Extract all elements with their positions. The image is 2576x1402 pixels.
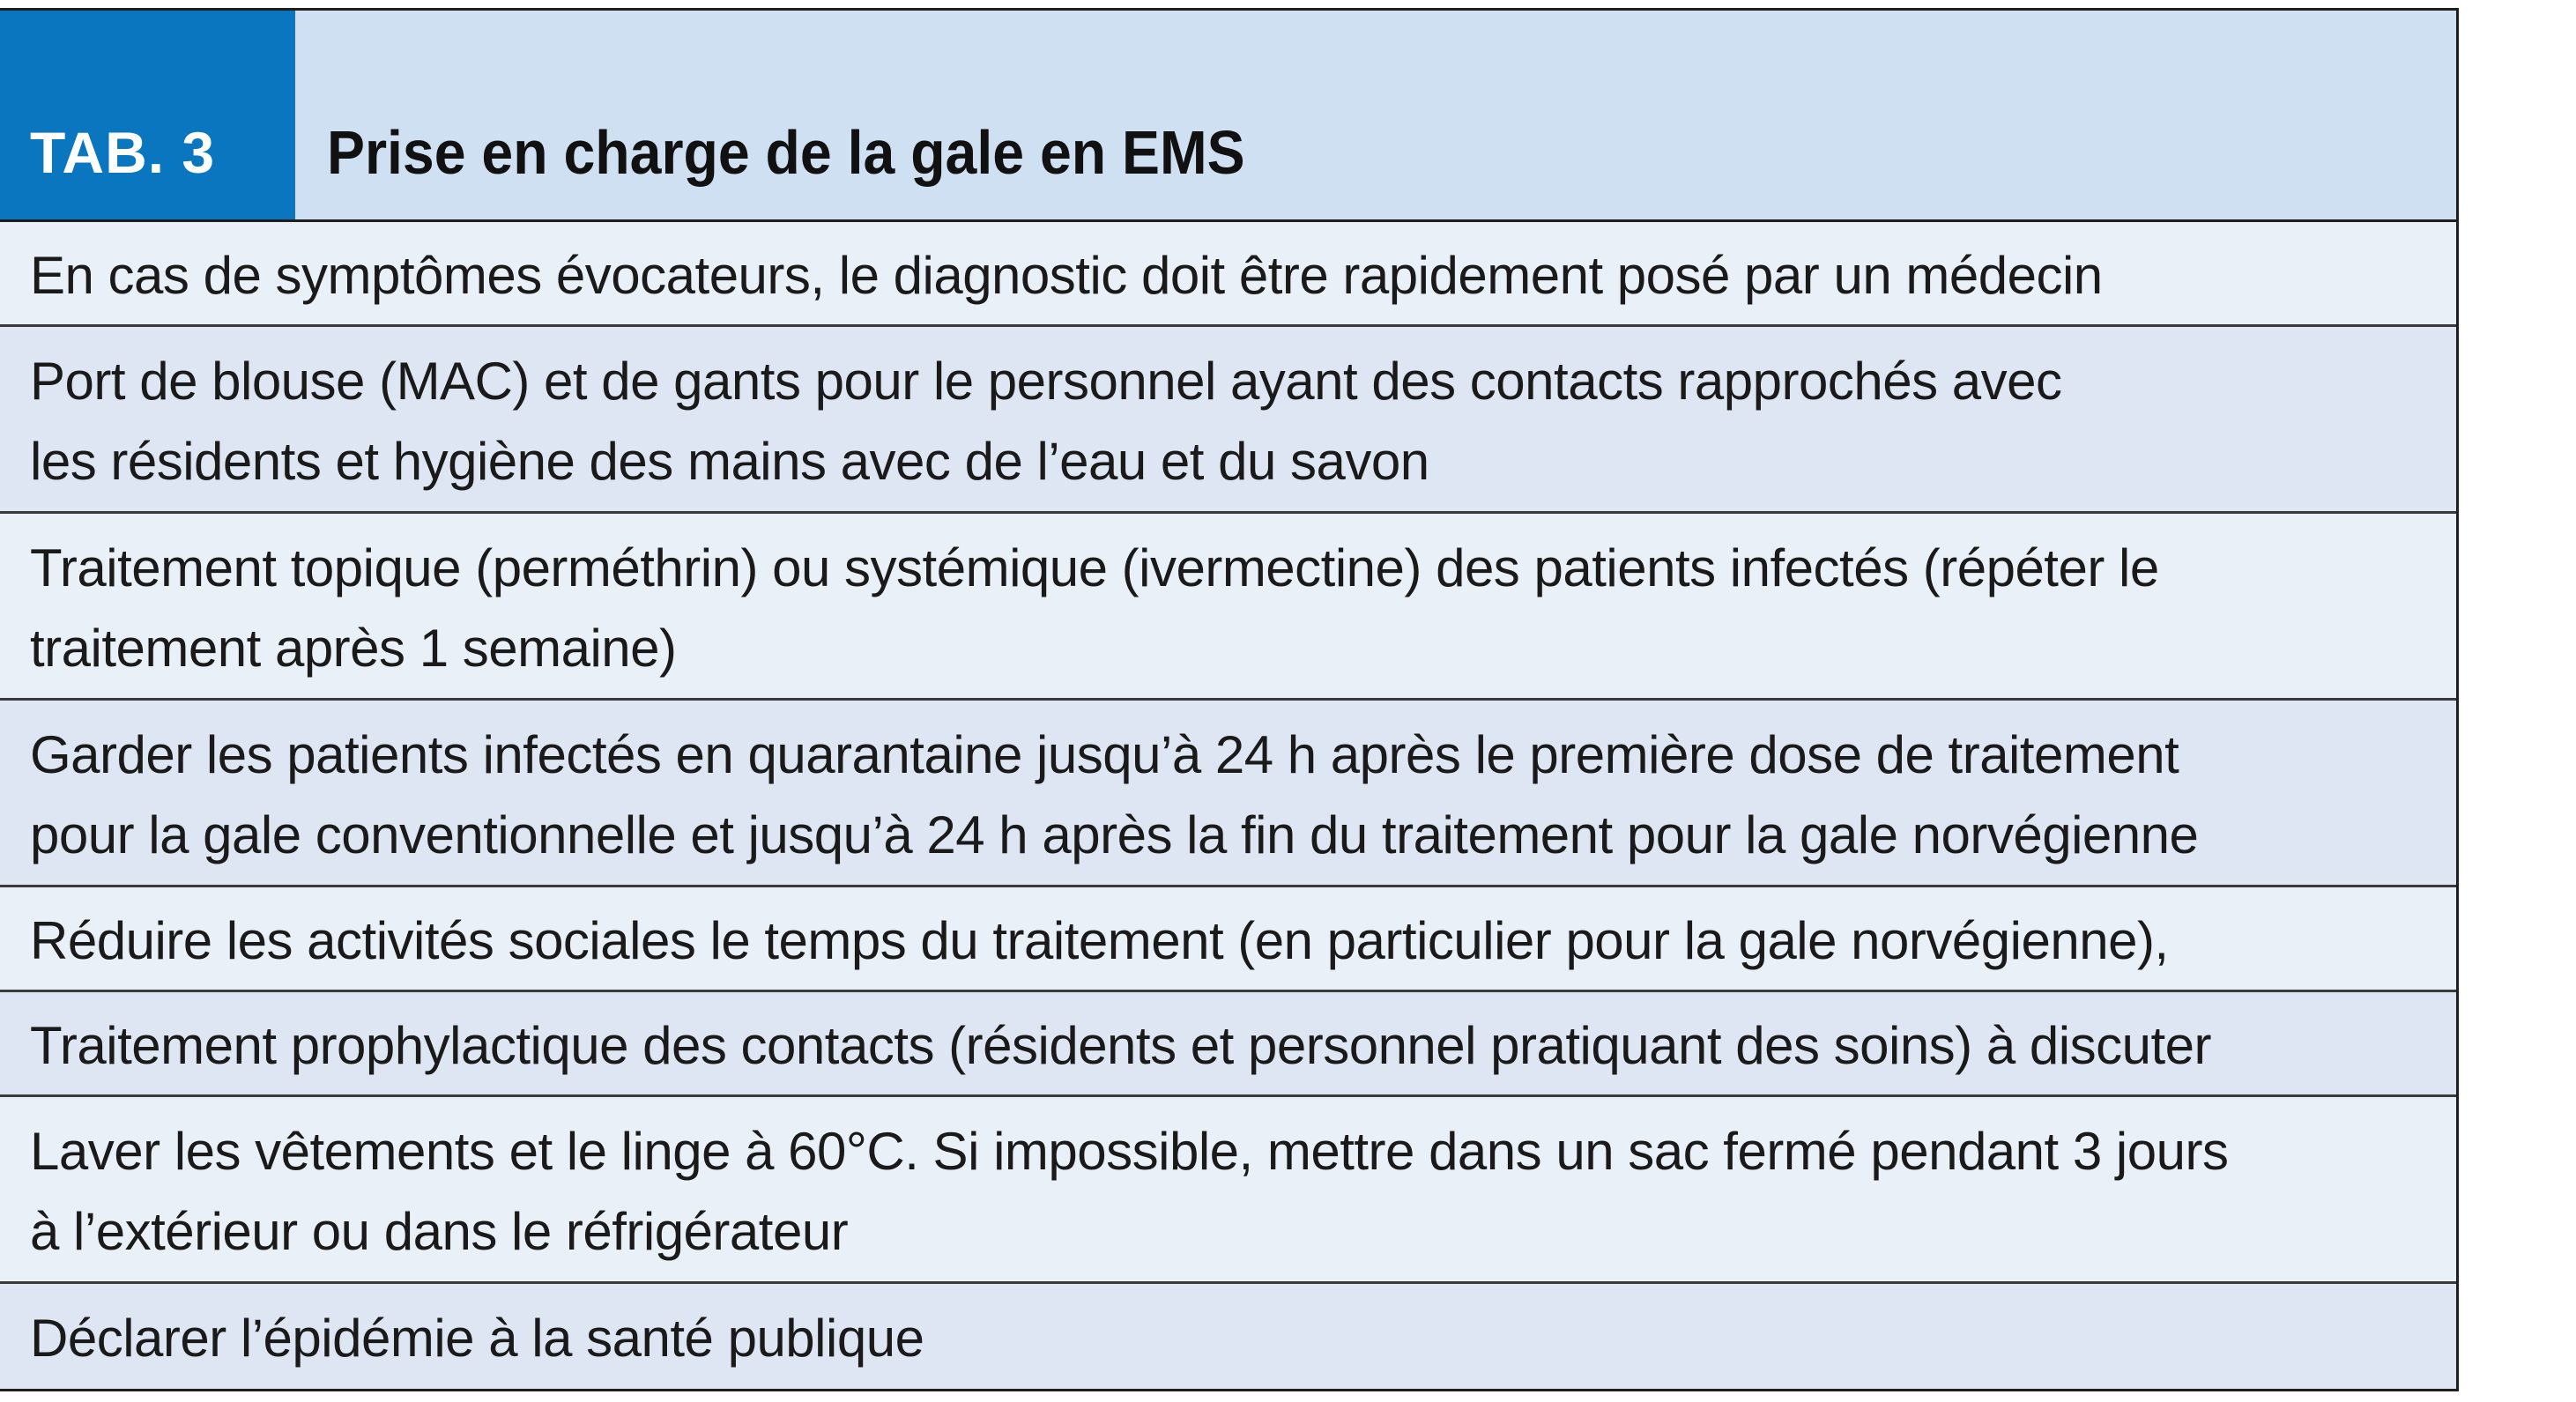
table-row xyxy=(0,1097,2456,1284)
table-row xyxy=(0,992,2456,1097)
table-row xyxy=(0,327,2456,514)
table-row xyxy=(0,222,2456,327)
table-row xyxy=(0,514,2456,701)
table-row xyxy=(0,701,2456,887)
table-title xyxy=(295,11,2456,219)
row-text: Port de blouse (MAC) et de gants pour le personnel ayant des contacts rapprochés avec les résidents et hygiène des mains avec de l’eau et du savon xyxy=(30,351,2062,491)
table-number-label: TAB. 3 xyxy=(0,11,295,219)
table-header xyxy=(0,11,2456,222)
table-row xyxy=(0,887,2456,992)
table-title-text: Prise en charge de la gale en EMS xyxy=(327,118,1245,187)
row-text: Laver les vêtements et le linge à 60°C. Si impossible, mettre dans un sac fermé pendant 3 jours à l’extérieur ou dans le réfrigérateur xyxy=(30,1121,2229,1261)
row-text: Traitement prophylactique des contacts (résidents et personnel pratiquant des soins) à discuter xyxy=(30,1015,2211,1075)
table-row xyxy=(0,1284,2456,1389)
row-text: Déclarer l’épidémie à la santé publique xyxy=(30,1309,924,1368)
row-text: En cas de symptômes évocateurs, le diagnostic doit être rapidement posé par un médecin xyxy=(30,245,2103,305)
scabies-management-table xyxy=(0,8,2459,1391)
row-text: Garder les patients infectés en quarantaine jusqu’à 24 h après le première dose de traitement pour la gale conventionnelle et jusqu’à 24 h après la fin du traitement pour la gale norvégienne xyxy=(30,724,2199,864)
row-text: Réduire les activités sociales le temps du traitement (en particulier pour la gale norvégienne), xyxy=(30,910,2169,970)
row-text: Traitement topique (perméthrin) ou systémique (ivermectine) des patients infectés (répéter le traitement après 1 semaine) xyxy=(30,538,2159,678)
